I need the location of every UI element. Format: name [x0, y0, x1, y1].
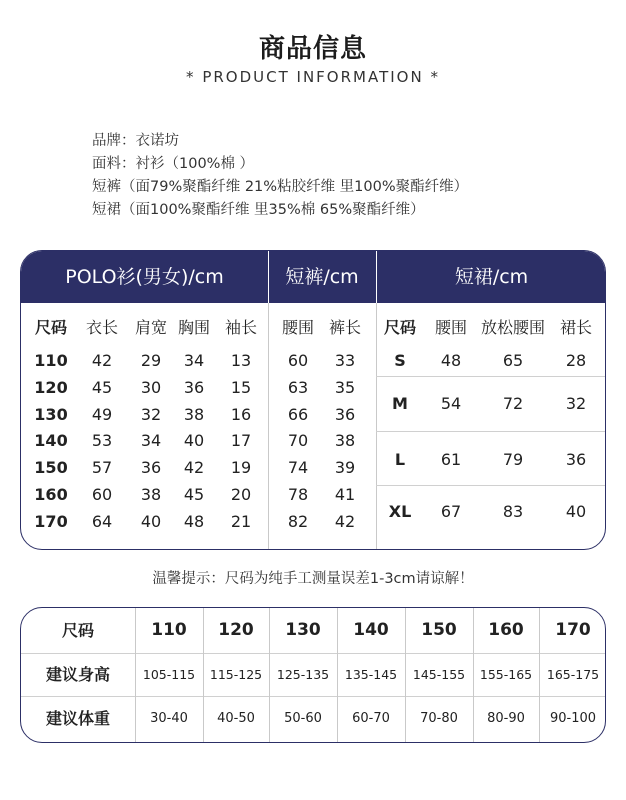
shorts-cell: 78	[287, 485, 309, 504]
shorts-cell: 74	[287, 458, 309, 478]
brand-line: 品牌：衣诺坊	[92, 133, 179, 149]
shorts-cell: 36	[334, 404, 356, 424]
polo-cell: 110	[34, 351, 68, 370]
reference-cell: 130	[285, 620, 321, 640]
group-header: POLO衫(男女)/cm	[65, 266, 224, 288]
shorts-column-header: 腰围	[281, 318, 314, 337]
reference-cell: 165-175	[546, 667, 600, 682]
reference-cell: 125-135	[276, 667, 330, 682]
polo-cell: 17	[230, 431, 252, 451]
reference-cell: 110	[151, 620, 187, 640]
skirt-cell: 28	[565, 351, 587, 370]
polo-column-header: 肩宽	[134, 318, 167, 337]
page-subtitle: * PRODUCT INFORMATION *	[186, 68, 440, 86]
reference-cell: 40-50	[217, 711, 255, 726]
size-chart	[20, 250, 606, 550]
polo-cell: 19	[230, 458, 252, 478]
shorts-cell: 38	[334, 431, 356, 451]
polo-column-header: 衣长	[85, 318, 118, 337]
polo-cell: 42	[183, 458, 205, 478]
skirt-column-header: 裙长	[559, 318, 592, 337]
polo-column-header: 尺码	[34, 318, 67, 337]
skirt-cell: M	[392, 394, 408, 413]
shorts-column-header: 裤长	[328, 318, 361, 337]
shorts-cell: 42	[334, 511, 356, 531]
shorts-cell: 63	[287, 377, 309, 397]
row-label: 尺码	[61, 621, 94, 640]
polo-cell: 150	[34, 458, 68, 478]
polo-cell: 38	[140, 485, 162, 504]
skirt-cell: 72	[502, 394, 524, 413]
polo-column-header: 胸围	[177, 318, 210, 337]
polo-column-header: 袖长	[224, 318, 257, 337]
skirt-cell: L	[394, 450, 406, 469]
shorts-cell: 35	[334, 377, 356, 397]
polo-cell: 48	[183, 511, 205, 531]
polo-cell: 160	[34, 485, 68, 504]
reference-cell: 145-155	[412, 667, 466, 682]
polo-cell: 60	[91, 485, 113, 504]
header-divider	[376, 251, 377, 303]
header-divider	[268, 251, 269, 303]
reference-cell: 50-60	[284, 711, 322, 726]
skirt-cell: 67	[440, 502, 462, 521]
polo-cell: 53	[91, 431, 113, 451]
skirt-cell: 65	[502, 351, 524, 370]
reference-cell: 120	[218, 620, 254, 640]
polo-cell: 120	[34, 377, 68, 397]
shorts-cell: 33	[334, 351, 356, 370]
reference-cell: 60-70	[352, 711, 390, 726]
reference-cell: 160	[488, 620, 524, 640]
skirt-row-divider	[376, 485, 606, 486]
row-label: 建议身高	[45, 665, 110, 684]
polo-cell: 16	[230, 404, 252, 424]
reference-cell: 105-115	[142, 667, 196, 682]
reference-cell: 170	[555, 620, 591, 640]
polo-cell: 34	[140, 431, 162, 451]
shorts-cell: 60	[287, 351, 309, 370]
polo-cell: 130	[34, 404, 68, 424]
polo-cell: 64	[91, 511, 113, 531]
skirt-column-header: 尺码	[383, 318, 416, 337]
skirt-cell: 36	[565, 450, 587, 469]
fabric-line: 面料：衬衫（100%棉 ）	[92, 156, 255, 172]
skirt-cell: 40	[565, 502, 587, 521]
polo-cell: 38	[183, 404, 205, 424]
polo-cell: 36	[140, 458, 162, 478]
polo-cell: 32	[140, 404, 162, 424]
skirt-column-header: 腰围	[434, 318, 467, 337]
reference-cell: 140	[353, 620, 389, 640]
reference-cell: 135-145	[344, 667, 398, 682]
reference-cell: 150	[421, 620, 457, 640]
skirt-column-header: 放松腰围	[480, 318, 545, 337]
reference-cell: 70-80	[420, 711, 458, 726]
page-title: 商品信息	[258, 34, 367, 64]
polo-cell: 21	[230, 511, 252, 531]
group-header: 短裤/cm	[285, 266, 359, 288]
polo-cell: 34	[183, 351, 205, 370]
measurement-tip: 温馨提示：尺码为纯手工测量误差1-3cm请谅解！	[152, 571, 474, 587]
polo-cell: 40	[183, 431, 205, 451]
polo-cell: 36	[183, 377, 205, 397]
skirt-cell: 83	[502, 502, 524, 521]
reference-cell: 80-90	[487, 711, 525, 726]
skirt-row-divider	[376, 376, 606, 377]
shorts-cell: 39	[334, 458, 356, 478]
skirt-cell: 48	[440, 351, 462, 370]
skirt-cell: 54	[440, 394, 462, 413]
skirt-cell: 32	[565, 394, 587, 413]
shorts-cell: 41	[334, 485, 356, 504]
polo-cell: 40	[140, 511, 162, 531]
polo-cell: 30	[140, 377, 162, 397]
skirt-row-divider	[376, 431, 606, 432]
reference-cell: 90-100	[549, 711, 597, 726]
skirt-cell: XL	[388, 502, 412, 521]
polo-cell: 140	[34, 431, 68, 451]
group-header: 短裙/cm	[454, 266, 529, 288]
skirt-fabric-line: 短裙（面100%聚酯纤维 里35%棉 65%聚酯纤维）	[92, 202, 425, 218]
polo-cell: 15	[230, 377, 252, 397]
reference-cell: 155-165	[479, 667, 533, 682]
polo-cell: 13	[230, 351, 252, 370]
polo-cell: 49	[91, 404, 113, 424]
product-info	[92, 130, 468, 222]
polo-cell: 45	[91, 377, 113, 397]
polo-cell: 45	[183, 485, 205, 504]
polo-cell: 57	[91, 458, 113, 478]
polo-cell: 170	[34, 511, 68, 531]
shorts-cell: 70	[287, 431, 309, 451]
polo-cell: 20	[230, 485, 252, 504]
row-label: 建议体重	[45, 709, 110, 728]
shorts-cell: 82	[287, 511, 309, 531]
skirt-cell: S	[394, 351, 406, 370]
skirt-cell: 79	[502, 450, 524, 469]
reference-cell: 115-125	[209, 667, 263, 682]
reference-table	[20, 607, 606, 743]
shorts-fabric-line: 短裤（面79%聚酯纤维 21%粘胶纤维 里100%聚酯纤维）	[92, 179, 469, 195]
shorts-cell: 66	[287, 404, 309, 424]
skirt-cell: 61	[440, 450, 462, 469]
polo-cell: 29	[140, 351, 162, 370]
reference-cell: 30-40	[150, 711, 188, 726]
polo-cell: 42	[91, 351, 113, 370]
